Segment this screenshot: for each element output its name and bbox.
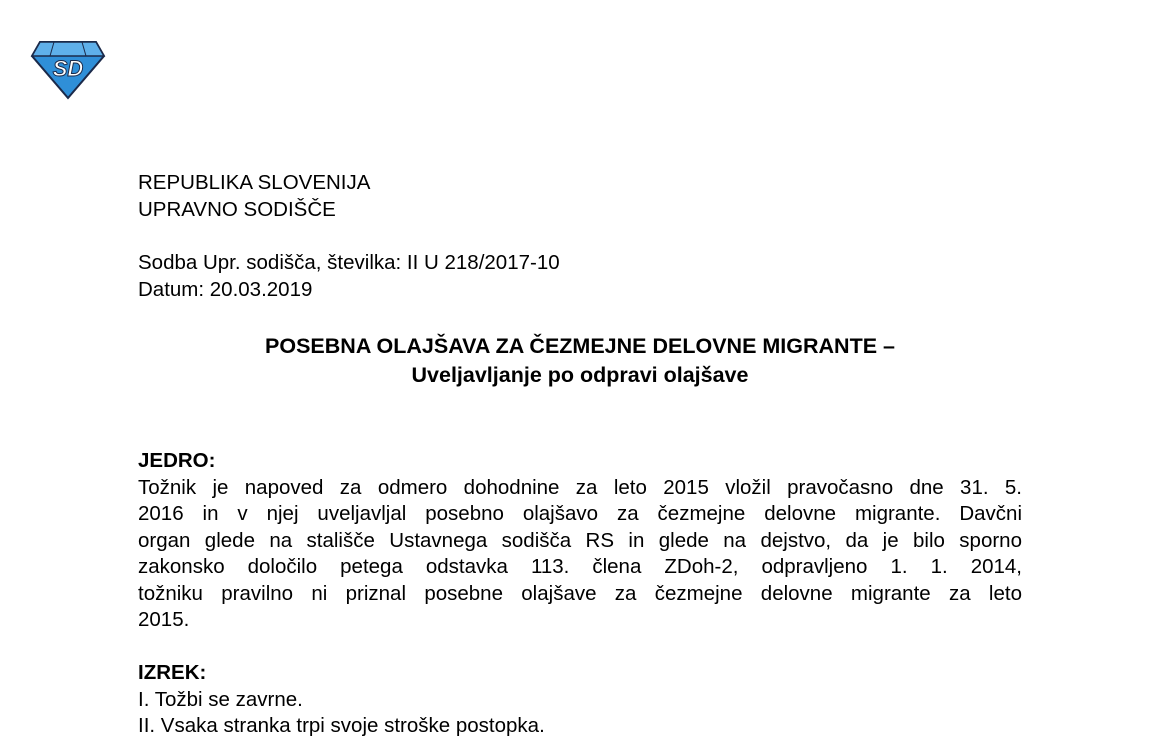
jedro-section: [138, 448, 1022, 634]
izrek-item: I. Tožbi se zavrne.: [138, 687, 303, 711]
jedro-line: 2015.: [138, 608, 190, 631]
jedro-line: Tožnik je napoved za odmero dohodnine za leto 2015 vložil pravočasno dne 31. 5.: [138, 475, 1022, 499]
court-name: UPRAVNO SODIŠČE: [138, 197, 336, 221]
diamond-logo-icon: [30, 38, 106, 100]
court-logo: [30, 38, 106, 100]
izrek-item: II. Vsaka stranka trpi svoje stroške postopka.: [138, 714, 545, 737]
jedro-line: 2016 in v njej uveljavljal posebno olajšavo za čezmejne delovne migrante. Davčni: [138, 502, 1022, 525]
title-line-1: POSEBNA OLAJŠAVA ZA ČEZMEJNE DELOVNE MIGRANTE –: [265, 334, 895, 358]
title-line-2: Uveljavljanje po odpravi olajšave: [411, 363, 749, 387]
jedro-line: tožniku pravilno ni priznal posebne olajšave za čezmejne delovne migrante za leto: [138, 581, 1022, 605]
case-number: Sodba Upr. sodišča, številka: II U 218/2017-10: [138, 251, 560, 274]
izrek-section: [138, 660, 1022, 740]
logo-text: SD: [52, 56, 84, 81]
jedro-line: organ glede na stališče Ustavnega sodišča RS in glede na dejstvo, da je bilo sporno: [138, 528, 1022, 552]
document-title: [138, 332, 1022, 390]
jedro-heading: JEDRO:: [138, 449, 216, 472]
document-header: [138, 170, 1022, 303]
jedro-line: zakonsko določilo petega odstavka 113. člena ZDoh-2, odpravljeno 1. 1. 2014,: [138, 555, 1022, 578]
republic-name: REPUBLIKA SLOVENIJA: [138, 171, 371, 194]
case-date: Datum: 20.03.2019: [138, 277, 313, 301]
izrek-heading: IZREK:: [138, 661, 207, 684]
